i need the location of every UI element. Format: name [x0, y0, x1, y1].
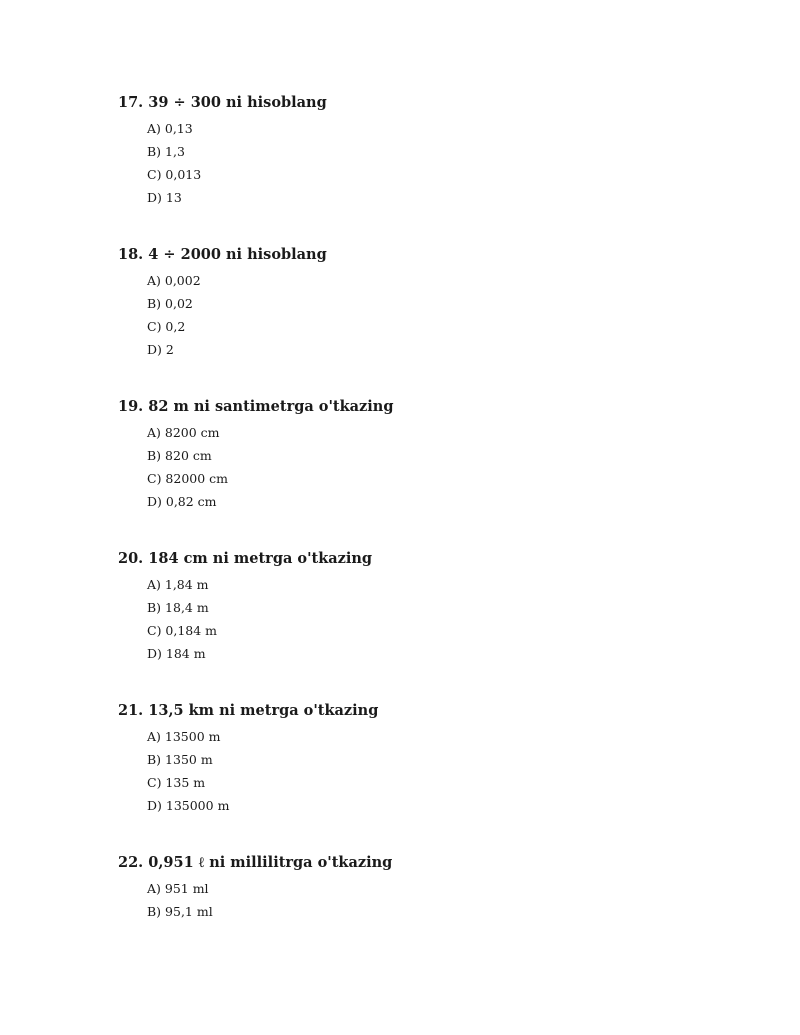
option-c: C) 82000 cm: [147, 471, 229, 486]
option-b: B) 95,1 ml: [147, 904, 213, 919]
option-c: C) 0,013: [147, 167, 202, 182]
option-b: B) 1350 m: [147, 752, 213, 767]
option-c: C) 0,184 m: [147, 623, 218, 638]
option-b: B) 0,02: [147, 296, 193, 311]
option-a: A) 1,84 m: [147, 577, 209, 592]
option-d: D) 184 m: [147, 646, 206, 661]
question-title: 17. 39 ÷ 300 ni hisoblang: [118, 94, 327, 111]
question-19: [118, 398, 758, 517]
option-b: B) 820 cm: [147, 448, 212, 463]
option-c: C) 0,2: [147, 319, 186, 334]
option-d: D) 2: [147, 342, 174, 357]
option-b: B) 1,3: [147, 144, 185, 159]
question-title: 18. 4 ÷ 2000 ni hisoblang: [118, 246, 327, 263]
answer-options: [147, 577, 758, 669]
question-20: [118, 550, 758, 669]
answer-options: [147, 273, 758, 365]
question-22: [118, 854, 758, 927]
question-title: 22. 0,951 ℓ ni millilitrga o'tkazing: [118, 854, 393, 871]
option-d: D) 13: [147, 190, 182, 205]
option-d: D) 0,82 cm: [147, 494, 217, 509]
option-b: B) 18,4 m: [147, 600, 209, 615]
question-21: [118, 702, 758, 821]
option-d: D) 135000 m: [147, 798, 230, 813]
answer-options: [147, 121, 758, 213]
option-a: A) 0,002: [147, 273, 201, 288]
option-a: A) 13500 m: [147, 729, 221, 744]
question-17: [118, 94, 758, 213]
answer-options: [147, 881, 758, 927]
answer-options: [147, 425, 758, 517]
question-title: 20. 184 cm ni metrga o'tkazing: [118, 550, 373, 567]
option-c: C) 135 m: [147, 775, 206, 790]
question-18: [118, 246, 758, 365]
option-a: A) 8200 cm: [147, 425, 220, 440]
question-title: 19. 82 m ni santimetrga o'tkazing: [118, 398, 394, 415]
question-title: 21. 13,5 km ni metrga o'tkazing: [118, 702, 379, 719]
option-a: A) 0,13: [147, 121, 193, 136]
option-a: A) 951 ml: [147, 881, 209, 896]
answer-options: [147, 729, 758, 821]
